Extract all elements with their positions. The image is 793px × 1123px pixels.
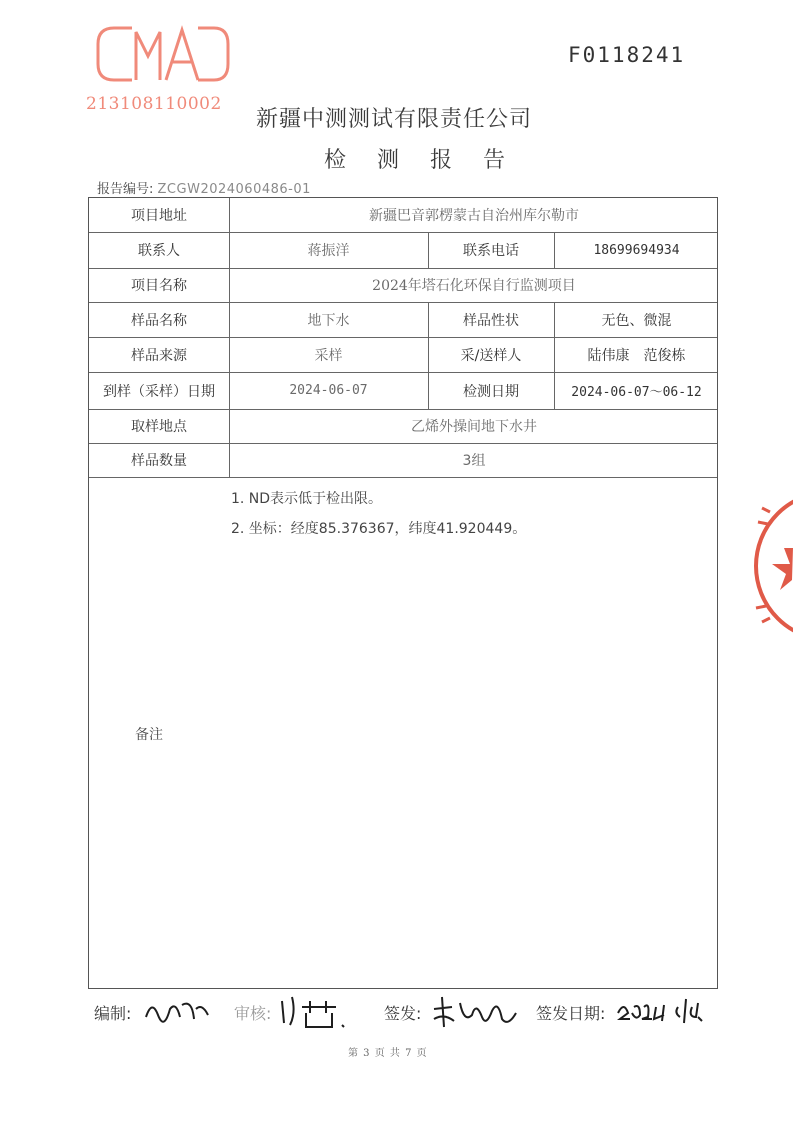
project-address-label: 项目地址	[131, 208, 187, 224]
phone-value: 18699694934	[593, 242, 680, 258]
cma-certificate-number: 213108110002	[86, 94, 222, 114]
report-number-value: ZCGW2024060486-01	[157, 182, 311, 197]
sample-name-value: 地下水	[307, 312, 350, 329]
report-number-row	[97, 178, 311, 197]
remark-note-2: 2. 坐标：经度85.376367，纬度41.920449。	[231, 521, 527, 537]
page-number: 第 3 页 共 7 页	[348, 1048, 428, 1059]
arrival-date-label: 到样（采样）日期	[103, 383, 215, 400]
sample-source-value: 采样	[314, 347, 343, 364]
arrival-date-value: 2024-06-07	[289, 383, 368, 398]
project-name-value: 2024年塔石化环保自行监测项目	[372, 278, 576, 294]
issue-date-label: 签发日期:	[536, 1004, 606, 1023]
reviewed-by-label: 审核:	[234, 1004, 272, 1023]
contact-label: 联系人	[138, 243, 180, 259]
document-serial-number: F0118241	[568, 43, 686, 67]
sample-quantity-label: 样品数量	[131, 453, 187, 469]
report-number-label: 报告编号:	[97, 182, 154, 197]
project-name-label: 项目名称	[131, 278, 187, 294]
reviewer-signature	[276, 993, 356, 1031]
compiled-by-label: 编制:	[94, 1004, 132, 1023]
company-name: 新疆中测测试有限责任公司	[256, 107, 533, 132]
test-date-value: 2024-06-07～06-12	[571, 385, 702, 400]
phone-label: 联系电话	[463, 243, 519, 259]
remark-note-1: 1. ND表示低于检出限。	[231, 491, 383, 507]
sampling-location-value: 乙烯外操间地下水井	[411, 419, 537, 435]
signature-row	[94, 995, 724, 1035]
contact-value: 蒋振洋	[307, 243, 350, 259]
cma-logo	[92, 22, 234, 86]
remarks-label: 备注	[135, 727, 163, 743]
sampler-value: 陆伟康 范俊栋	[587, 347, 686, 364]
sample-name-label: 样品名称	[131, 312, 187, 329]
report-info-table	[88, 197, 718, 989]
test-date-label: 检测日期	[463, 383, 519, 400]
report-title: 检 测 报 告	[324, 148, 517, 173]
project-address-value: 新疆巴音郭楞蒙古自治州库尔勒市	[369, 208, 579, 224]
sample-property-value: 无色、微混	[601, 312, 672, 329]
compiler-signature	[142, 995, 212, 1027]
sample-property-label: 样品性状	[463, 312, 519, 329]
sample-source-label: 样品来源	[131, 347, 187, 364]
cma-logo-text: CMA	[163, 62, 166, 63]
sampler-label: 采/送样人	[460, 347, 522, 364]
issue-date-handwritten	[614, 993, 714, 1027]
issued-by-label: 签发:	[384, 1004, 422, 1023]
company-seal	[748, 488, 793, 644]
sample-quantity-value: 3组	[462, 453, 486, 469]
sampling-location-label: 取样地点	[131, 419, 187, 435]
issuer-signature	[430, 993, 520, 1031]
